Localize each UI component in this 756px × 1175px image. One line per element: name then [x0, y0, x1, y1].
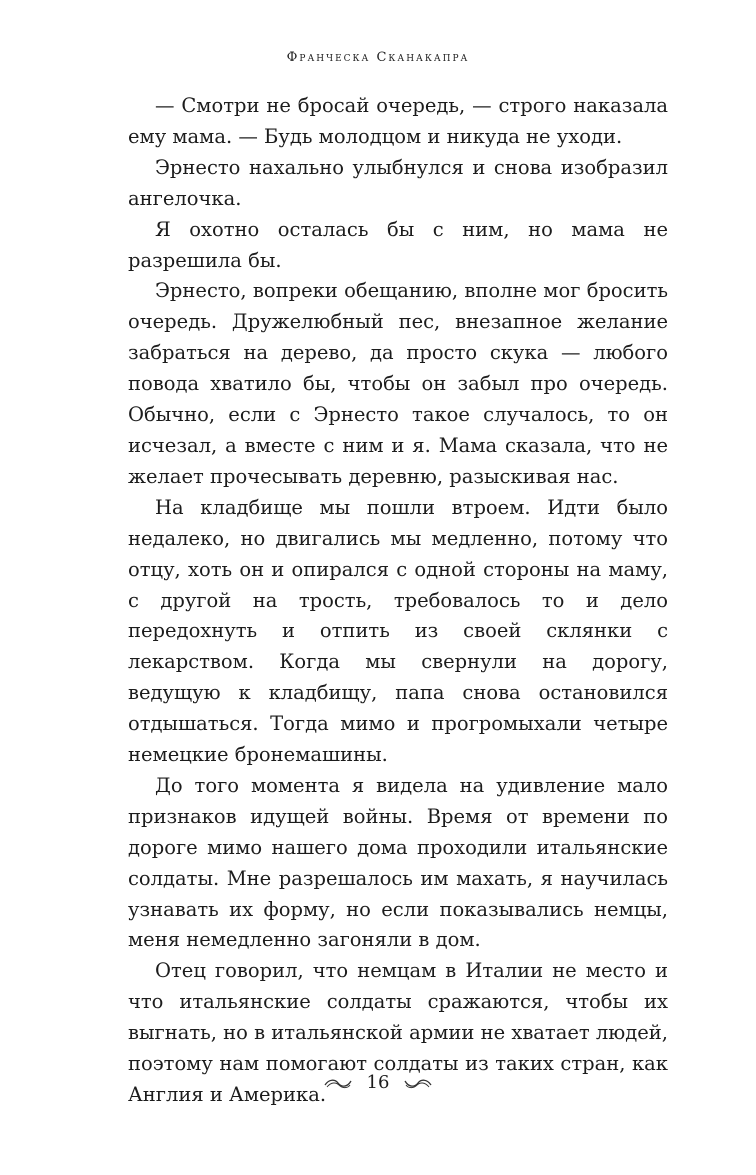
running-head: Франческа Сканакапра	[286, 50, 470, 65]
paragraph: До того момента я видела на удивление мало признаков идущей войны. Время от времени по дороге мимо нашего дома проходили итальянские солдаты. Мне разрешалось им махать, я научилась узнавать их форму, но если показывались немцы, меня немедленно загоняли в дом.	[128, 773, 668, 952]
page-number: 16	[366, 1072, 390, 1093]
page-footer	[0, 1072, 756, 1093]
swirl-ornament-icon	[323, 1076, 353, 1090]
paragraph: Эрнесто нахально улыбнулся и снова изобразил ангелочка.	[128, 155, 668, 210]
paragraph: Отец говорил, что немцам в Италии не место и что итальянские солдаты сражаются, чтобы их выгнать, но в итальянской армии не хватает людей, поэтому нам помогают солдаты из таких стран, как Англия и Америка.	[128, 959, 668, 1106]
paragraph: Я охотно осталась бы с ним, но мама не разрешила бы.	[128, 217, 668, 272]
body-text	[128, 91, 668, 1111]
swirl-ornament-icon	[403, 1076, 433, 1090]
paragraph: — Смотри не бросай очередь, — строго наказала ему мама. — Будь молодцом и никуда не уходи.	[128, 94, 668, 148]
paragraph: Эрнесто, вопреки обещанию, вполне мог бросить очередь. Дружелюбный пес, внезапное желание забраться на дерево, да просто скука — любого повода хватило бы, чтобы он забыл про очередь. Обычно, если с Эрнесто такое случалось, то он исчезал, а вместе с ним и я. Мама сказала, что не желает прочесывать деревню, разыскивая нас.	[128, 279, 668, 488]
paragraph: На кладбище мы пошли втроем. Идти было недалеко, но двигались мы медленно, потому что отцу, хоть он и опирался с одной стороны на маму, с другой на трость, требовалось то и дело передохнуть и отпить из своей склянки с лекарством. Когда мы свернули на дорогу, ведущую к кладбищу, папа снова остановился отдышаться. Тогда мимо и прогромыхали четыре немецкие бронемашины.	[128, 495, 668, 767]
